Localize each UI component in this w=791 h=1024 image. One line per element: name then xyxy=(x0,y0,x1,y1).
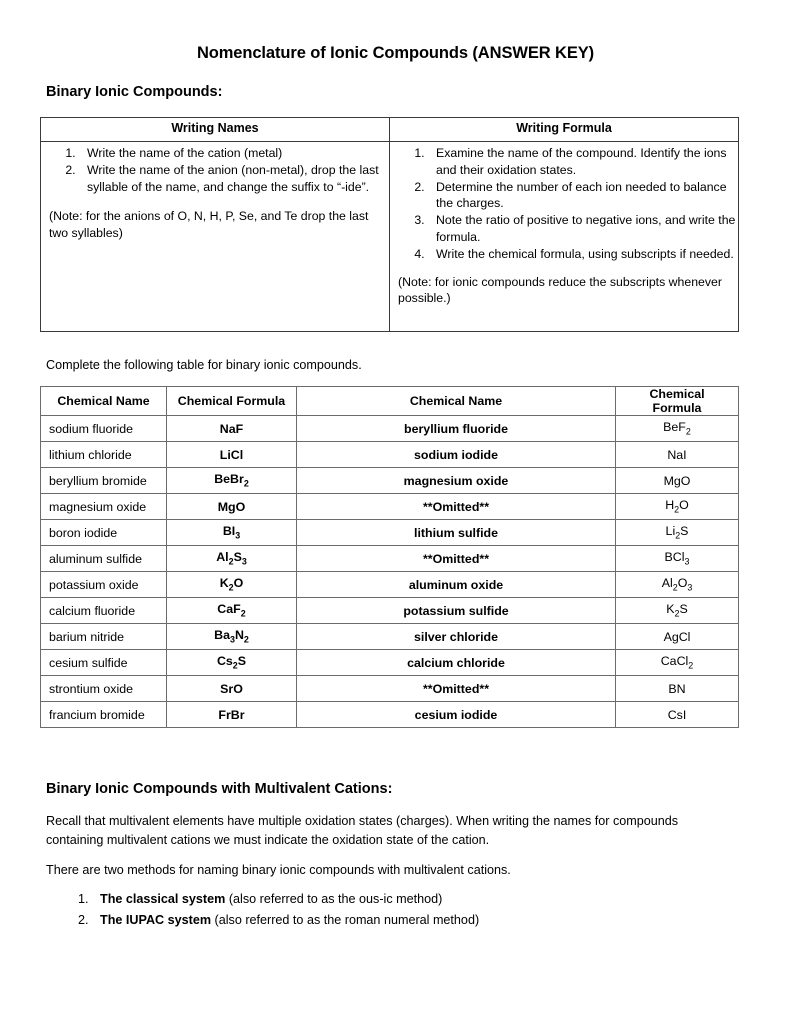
column-header-chemical-formula-right: Chemical Formula xyxy=(616,387,739,416)
cell-chemical-name-right: beryllium fluoride xyxy=(297,416,616,442)
cell-chemical-formula-right: CsI xyxy=(616,702,739,728)
table-row xyxy=(41,650,739,676)
cell-chemical-formula-left: CaF$_2$ xyxy=(167,598,297,624)
column-header-chemical-formula-left: Chemical Formula xyxy=(167,387,297,416)
writing-formula-step: 4. Write the chemical formula, using subscripts if needed. xyxy=(428,246,738,263)
writing-names-note: (Note: for the anions of O, N, H, P, Se, and Te drop the last two syllables) xyxy=(49,209,369,241)
section-heading-binary-ionic-compounds: Binary Ionic Compounds: xyxy=(46,84,223,100)
cell-chemical-name-left: francium bromide xyxy=(41,702,167,728)
table-row xyxy=(41,702,739,728)
table-row xyxy=(41,416,739,442)
cell-chemical-name-right: potassium sulfide xyxy=(297,598,616,624)
naming-method-item xyxy=(92,889,479,910)
section-heading-multivalent-cations: Binary Ionic Compounds with Multivalent Cations: xyxy=(46,781,393,797)
table-row xyxy=(41,676,739,702)
cell-chemical-formula-right: NaI xyxy=(616,442,739,468)
cell-chemical-name-left: magnesium oxide xyxy=(41,494,167,520)
cell-chemical-formula-right: $H_2O$ xyxy=(616,494,739,520)
table-row xyxy=(41,468,739,494)
table-row xyxy=(41,442,739,468)
cell-chemical-formula-left: NaF xyxy=(167,416,297,442)
cell-chemical-formula-left: $K_2O$ xyxy=(167,572,297,598)
cell-chemical-formula-right: CaCl$_2$ xyxy=(616,650,739,676)
cell-chemical-name-right: magnesium oxide xyxy=(297,468,616,494)
table-row xyxy=(41,546,739,572)
cell-chemical-name-left: boron iodide xyxy=(41,520,167,546)
binary-compounds-table xyxy=(40,386,739,728)
column-header-chemical-name-left: Chemical Name xyxy=(41,387,167,416)
cell-chemical-name-right: **Omitted** xyxy=(297,676,616,702)
cell-chemical-name-left: calcium fluoride xyxy=(41,598,167,624)
writing-formula-step: 2. Determine the number of each ion needed to balance the charges. xyxy=(428,179,738,213)
cell-chemical-name-left: lithium chloride xyxy=(41,442,167,468)
table-row xyxy=(41,520,739,546)
cell-chemical-formula-left: MgO xyxy=(167,494,297,520)
cell-chemical-formula-right: $K_2S$ xyxy=(616,598,739,624)
header-writing-formula: Writing Formula xyxy=(390,118,739,142)
cell-chemical-name-left: beryllium bromide xyxy=(41,468,167,494)
cell-chemical-formula-left: $Al_2S_3$ xyxy=(167,546,297,572)
writing-formula-steps xyxy=(390,145,738,263)
cell-chemical-name-left: potassium oxide xyxy=(41,572,167,598)
cell-chemical-formula-left: $Ba_3N_2$ xyxy=(167,624,297,650)
cell-chemical-name-left: strontium oxide xyxy=(41,676,167,702)
table-row xyxy=(41,494,739,520)
cell-chemical-formula-left: BeBr$_2$ xyxy=(167,468,297,494)
writing-names-steps xyxy=(41,145,389,195)
cell-chemical-name-right: cesium iodide xyxy=(297,702,616,728)
column-header-chemical-name-right: Chemical Name xyxy=(297,387,616,416)
cell-chemical-formula-right: BN xyxy=(616,676,739,702)
naming-method-name: The IUPAC system xyxy=(100,912,212,927)
cell-chemical-formula-left: $Cs_2S$ xyxy=(167,650,297,676)
cell-chemical-name-right: lithium sulfide xyxy=(297,520,616,546)
table-body xyxy=(41,416,739,728)
paragraph-recall-multivalent: Recall that multivalent elements have multiple oxidation states (charges). When writing the names for compounds containing multivalent cations we must indicate the oxidation state of the cation. xyxy=(46,814,679,847)
lead-in-instruction: Complete the following table for binary ionic compounds. xyxy=(46,358,362,372)
cell-chemical-name-right: **Omitted** xyxy=(297,494,616,520)
cell-chemical-formula-right: $Al_2O_3$ xyxy=(616,572,739,598)
cell-chemical-formula-left: $BI_3$ xyxy=(167,520,297,546)
naming-method-description: (also referred to as the ous-ic method) xyxy=(225,892,443,906)
table-row xyxy=(41,572,739,598)
instructions-header-row xyxy=(41,118,739,142)
cell-chemical-formula-right: MgO xyxy=(616,468,739,494)
header-writing-names: Writing Names xyxy=(41,118,390,142)
cell-chemical-formula-left: SrO xyxy=(167,676,297,702)
cell-chemical-formula-right: BCl$_3$ xyxy=(616,546,739,572)
cell-chemical-name-left: cesium sulfide xyxy=(41,650,167,676)
writing-formula-note: (Note: for ionic compounds reduce the subscripts whenever possible.) xyxy=(398,274,722,306)
table-header-row xyxy=(41,387,739,416)
writing-names-step: 1. Write the name of the cation (metal) xyxy=(79,145,389,162)
naming-method-item xyxy=(92,910,479,931)
cell-chemical-formula-right: BeF$_2$ xyxy=(616,416,739,442)
cell-chemical-formula-left: LiCl xyxy=(167,442,297,468)
cell-chemical-name-left: aluminum sulfide xyxy=(41,546,167,572)
table-row xyxy=(41,624,739,650)
cell-chemical-name-right: calcium chloride xyxy=(297,650,616,676)
instructions-table xyxy=(40,117,739,332)
cell-chemical-name-left: sodium fluoride xyxy=(41,416,167,442)
instructions-body-row xyxy=(41,142,739,332)
paragraph-two-methods: There are two methods for naming binary ionic compounds with multivalent cations. xyxy=(46,863,511,877)
cell-chemical-name-right: silver chloride xyxy=(297,624,616,650)
writing-names-cell xyxy=(41,142,390,332)
writing-formula-step: 3. Note the ratio of positive to negative ions, and write the formula. xyxy=(428,212,738,246)
naming-methods-list xyxy=(46,889,479,930)
naming-method-description: (also referred to as the roman numeral method) xyxy=(211,912,480,927)
table-row xyxy=(41,598,739,624)
cell-chemical-name-right: sodium iodide xyxy=(297,442,616,468)
writing-formula-step: 1. Examine the name of the compound. Identify the ions and their oxidation states. xyxy=(428,145,738,179)
writing-names-step: 2. Write the name of the anion (non-metal), drop the last syllable of the name, and change the suffix to “-ide”. xyxy=(79,162,389,196)
page-title: Nomenclature of Ionic Compounds (ANSWER KEY) xyxy=(196,44,595,62)
writing-formula-cell xyxy=(390,142,739,332)
cell-chemical-formula-right: $Li_2S$ xyxy=(616,520,739,546)
cell-chemical-name-right: aluminum oxide xyxy=(297,572,616,598)
naming-method-name: The classical system xyxy=(100,892,226,906)
cell-chemical-formula-left: FrBr xyxy=(167,702,297,728)
cell-chemical-name-left: barium nitride xyxy=(41,624,167,650)
cell-chemical-formula-right: AgCl xyxy=(616,624,739,650)
cell-chemical-name-right: **Omitted** xyxy=(297,546,616,572)
